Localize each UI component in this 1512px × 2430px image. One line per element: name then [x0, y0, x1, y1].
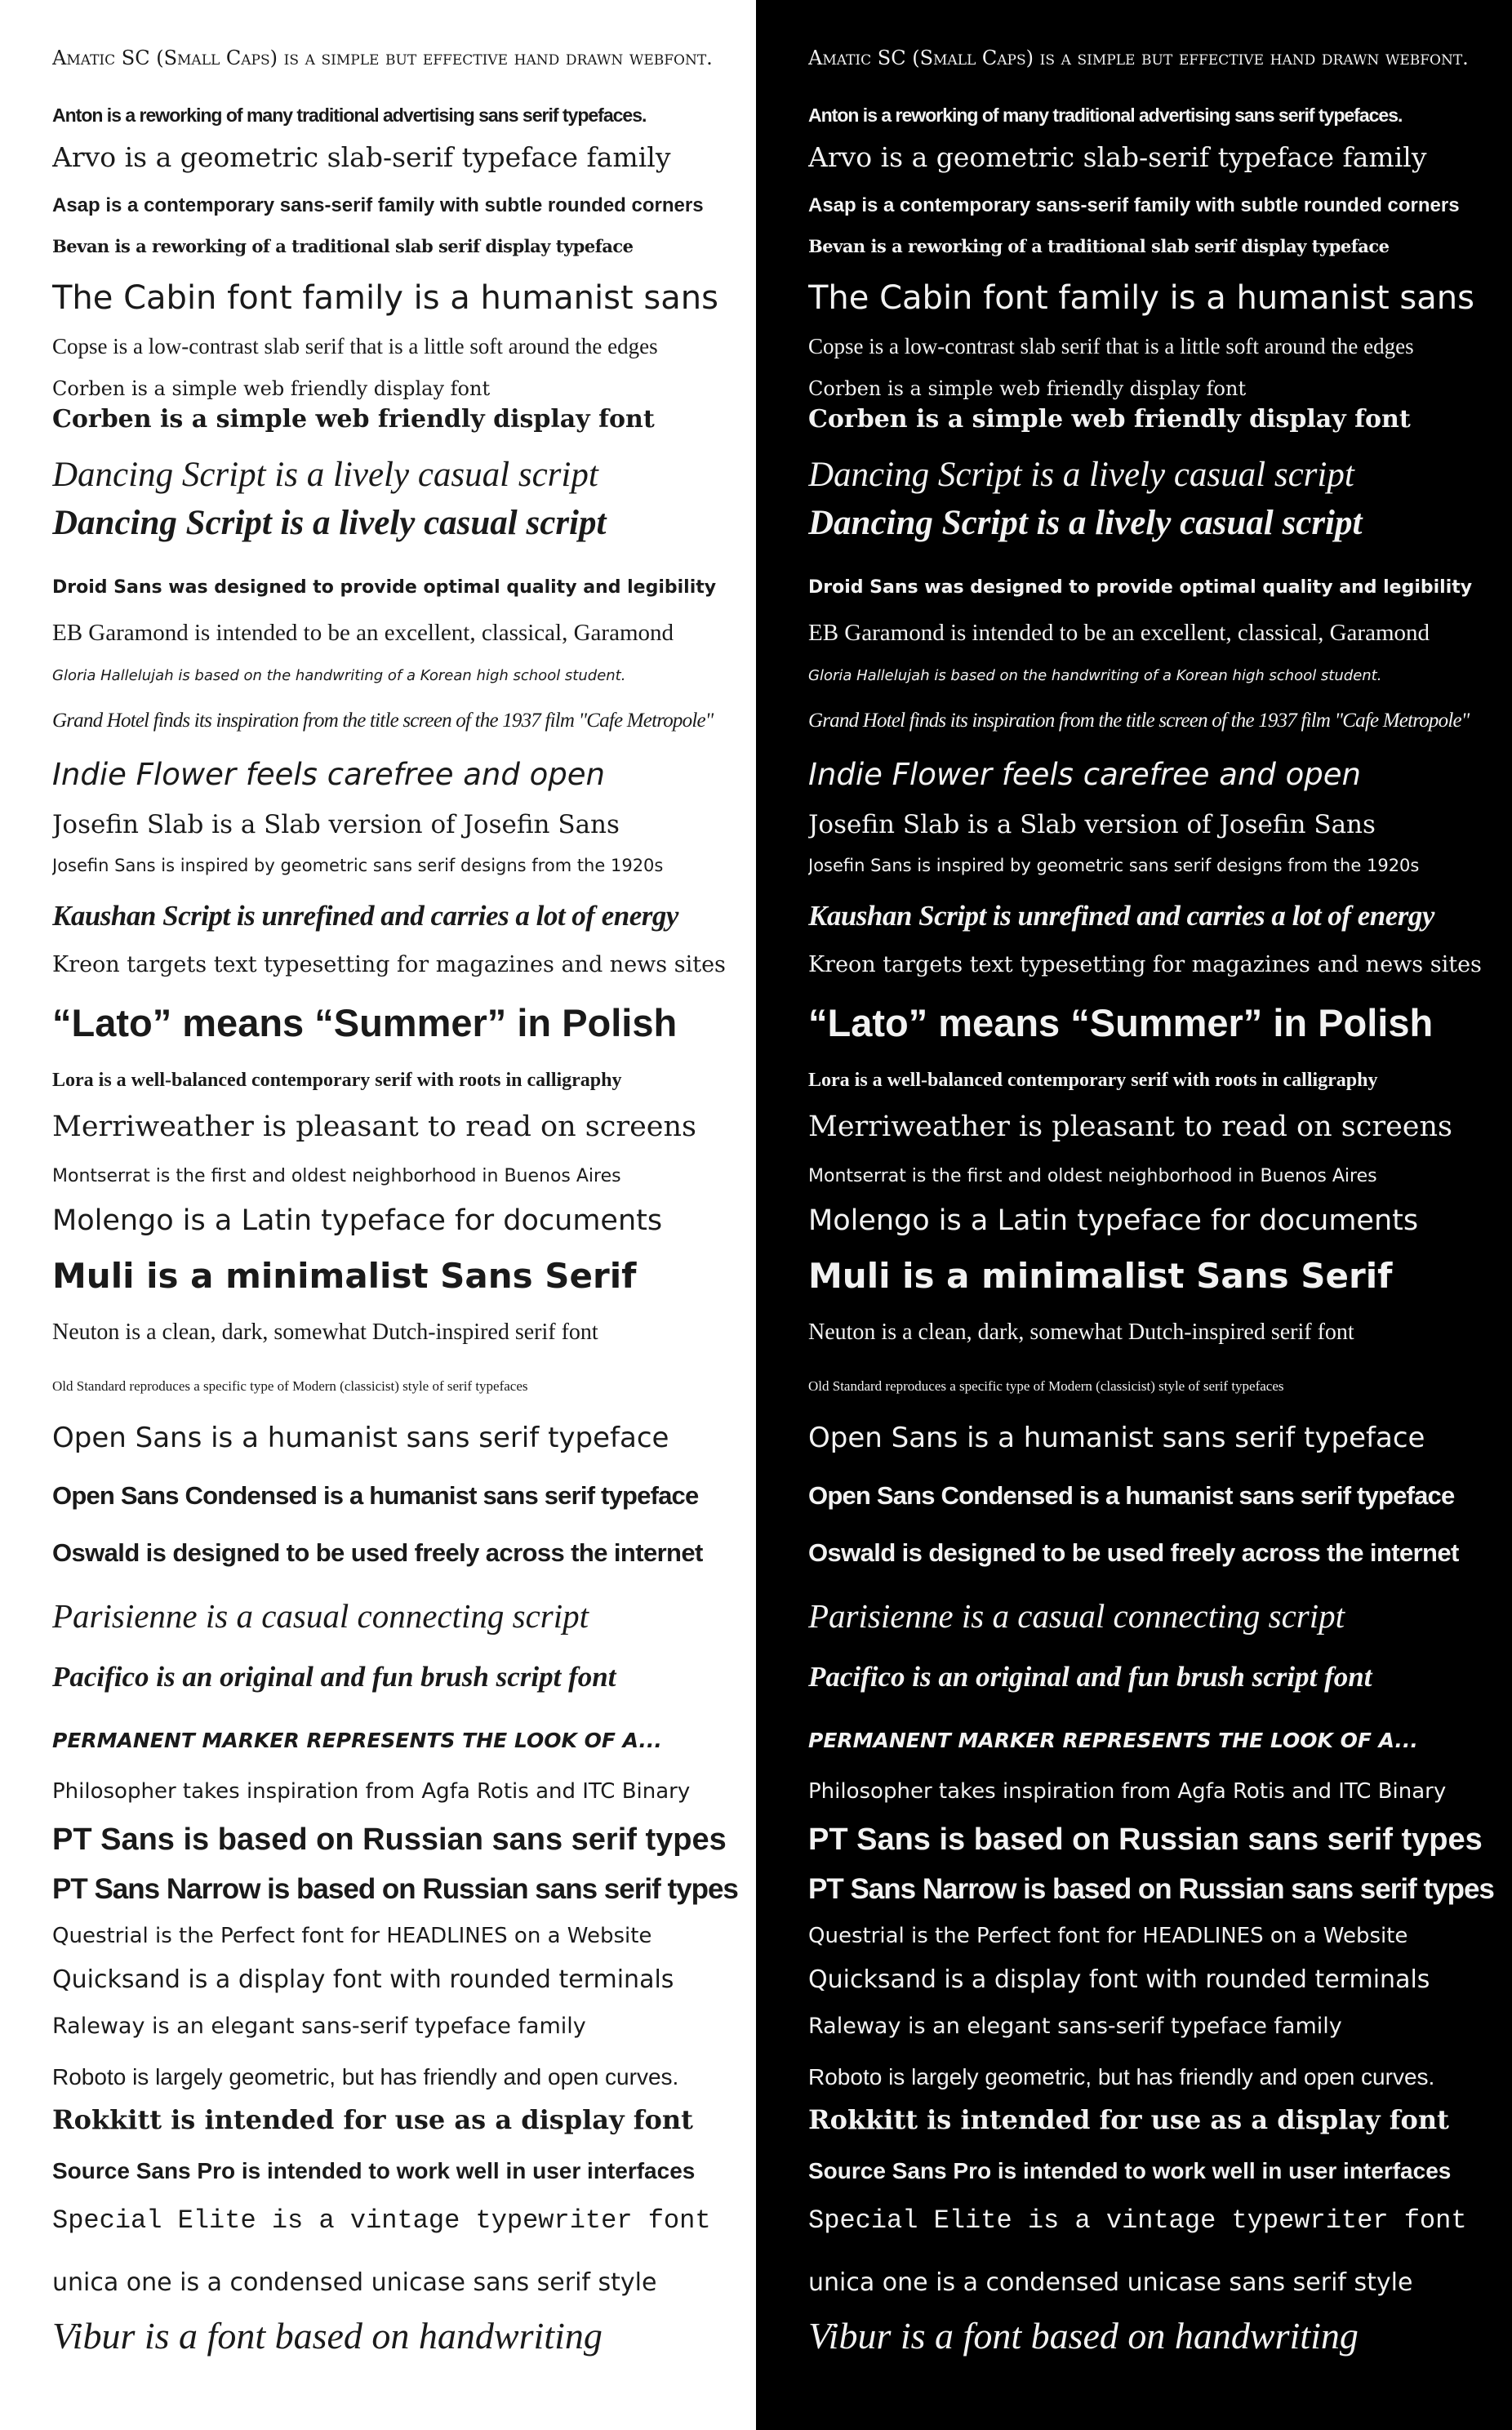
specimen-muli: Muli is a minimalist Sans Serif: [808, 1257, 1393, 1296]
specimen-molengo: Molengo is a Latin typeface for documents: [52, 1204, 663, 1237]
specimen-kaushan-script: Kaushan Script is unrefined and carries a lot of energy: [808, 900, 1434, 932]
specimen-special-elite: Special Elite is a vintage typewriter font: [52, 2206, 711, 2236]
specimen-pt-sans-narrow: PT Sans Narrow is based on Russian sans serif types: [808, 1873, 1494, 1905]
specimen-special-elite: Special Elite is a vintage typewriter font: [808, 2206, 1467, 2236]
specimen-bevan: Bevan is a reworking of a traditional slab serif display typeface: [808, 237, 1390, 256]
specimen-neuton: Neuton is a clean, dark, somewhat Dutch-inspired serif font: [52, 1320, 598, 1345]
specimen-open-sans: Open Sans is a humanist sans serif typeface: [52, 1422, 669, 1454]
specimen-gloria-hallelujah: Gloria Hallelujah is based on the handwriting of a Korean high school student.: [808, 668, 1382, 684]
specimen-open-sans: Open Sans is a humanist sans serif typeface: [808, 1422, 1425, 1454]
specimen-amatic-sc: Amatic SC (Small Caps) is a simple but effective hand drawn webfont.: [52, 47, 713, 69]
specimen-unica-one: unica one is a condensed unicase sans serif style: [808, 2269, 1413, 2297]
specimen-kreon: Kreon targets text typesetting for magazines and news sites: [808, 952, 1482, 977]
specimen-merriweather: Merriweather is pleasant to read on screens: [808, 1110, 1453, 1143]
specimen-corben-regular: Corben is a simple web friendly display font: [52, 378, 491, 400]
specimen-indie-flower: Indie Flower feels carefree and open: [52, 758, 605, 792]
specimen-oswald: Oswald is designed to be used freely across the internet: [52, 1538, 703, 1567]
specimen-philosopher: Philosopher takes inspiration from Agfa Rotis and ITC Binary: [52, 1780, 691, 1804]
specimen-josefin-sans: Josefin Sans is inspired by geometric sans serif designs from the 1920s: [52, 856, 664, 875]
specimen-lora: Lora is a well-balanced contemporary serif with roots in calligraphy: [808, 1070, 1378, 1091]
specimen-raleway: Raleway is an elegant sans-serif typeface family: [808, 2014, 1342, 2039]
specimen-roboto: Roboto is largely geometric, but has friendly and open curves.: [52, 2064, 679, 2090]
specimen-open-sans-condensed: Open Sans Condensed is a humanist sans serif typeface: [52, 1481, 699, 1510]
specimen-montserrat: Montserrat is the first and oldest neighborhood in Buenos Aires: [52, 1166, 621, 1186]
specimen-dancing-script-bold: Dancing Script is a lively casual script: [808, 504, 1363, 542]
specimen-cabin: The Cabin font family is a humanist sans: [808, 279, 1474, 317]
specimen-permanent-marker: PERMANENT MARKER REPRESENTS THE LOOK OF A...: [52, 1729, 662, 1752]
specimen-josefin-slab: Josefin Slab is a Slab version of Josefin Sans: [52, 811, 620, 839]
specimen-asap: Asap is a contemporary sans-serif family with subtle rounded corners: [808, 194, 1460, 216]
specimen-lora: Lora is a well-balanced contemporary serif with roots in calligraphy: [52, 1070, 622, 1091]
specimen-amatic-sc: Amatic SC (Small Caps) is a simple but effective hand drawn webfont.: [808, 47, 1469, 69]
specimen-quicksand: Quicksand is a display font with rounded terminals: [808, 1966, 1430, 1994]
specimen-lato: “Lato” means “Summer” in Polish: [52, 1001, 678, 1044]
specimen-quicksand: Quicksand is a display font with rounded terminals: [52, 1966, 674, 1994]
specimen-unica-one: unica one is a condensed unicase sans serif style: [52, 2269, 657, 2297]
specimen-pacifico: Pacifico is an original and fun brush script font: [52, 1661, 616, 1693]
specimen-vibur: Vibur is a font based on handwriting: [52, 2315, 603, 2357]
specimen-droid-sans: Droid Sans was designed to provide optimal quality and legibility: [52, 577, 717, 598]
specimen-oswald: Oswald is designed to be used freely across the internet: [808, 1538, 1459, 1567]
specimen-permanent-marker: PERMANENT MARKER REPRESENTS THE LOOK OF A...: [808, 1729, 1418, 1752]
specimen-muli: Muli is a minimalist Sans Serif: [52, 1257, 637, 1296]
specimen-lato: “Lato” means “Summer” in Polish: [808, 1001, 1434, 1044]
specimen-raleway: Raleway is an elegant sans-serif typeface family: [52, 2014, 586, 2039]
specimen-dancing-script-bold: Dancing Script is a lively casual script: [52, 504, 607, 542]
specimen-eb-garamond: EB Garamond is intended to be an excellent, classical, Garamond: [808, 620, 1430, 646]
specimen-molengo: Molengo is a Latin typeface for documents: [808, 1204, 1419, 1237]
specimen-anton: Anton is a reworking of many traditional advertising sans serif typefaces.: [52, 105, 647, 126]
specimen-questrial: Questrial is the Perfect font for HEADLINES on a Website: [808, 1925, 1408, 1948]
dark-panel: [756, 0, 1512, 2430]
specimen-pt-sans: PT Sans is based on Russian sans serif types: [52, 1822, 727, 1857]
specimen-vibur: Vibur is a font based on handwriting: [808, 2315, 1359, 2357]
specimen-neuton: Neuton is a clean, dark, somewhat Dutch-inspired serif font: [808, 1320, 1354, 1345]
specimen-asap: Asap is a contemporary sans-serif family with subtle rounded corners: [52, 194, 704, 216]
specimen-parisienne: Parisienne is a casual connecting script: [52, 1597, 589, 1635]
specimen-pacifico: Pacifico is an original and fun brush script font: [808, 1661, 1372, 1693]
specimen-old-standard: Old Standard reproduces a specific type of Modern (classicist) style of serif typefaces: [808, 1378, 1284, 1394]
specimen-josefin-slab: Josefin Slab is a Slab version of Josefin Sans: [808, 811, 1376, 839]
specimen-arvo: Arvo is a geometric slab-serif typeface family: [52, 142, 671, 173]
specimen-dancing-script-regular: Dancing Script is a lively casual script: [808, 456, 1354, 494]
specimen-kaushan-script: Kaushan Script is unrefined and carries a lot of energy: [52, 900, 678, 932]
specimen-cabin: The Cabin font family is a humanist sans: [52, 279, 718, 317]
specimen-source-sans-pro: Source Sans Pro is intended to work well in user interfaces: [808, 2158, 1452, 2183]
specimen-corben-bold: Corben is a simple web friendly display font: [808, 406, 1411, 434]
specimen-copse: Copse is a low-contrast slab serif that is a little soft around the edges: [808, 334, 1414, 358]
specimen-grand-hotel: Grand Hotel finds its inspiration from the title screen of the 1937 film "Cafe Metropole": [52, 710, 714, 732]
specimen-open-sans-condensed: Open Sans Condensed is a humanist sans serif typeface: [808, 1481, 1455, 1510]
specimen-copse: Copse is a low-contrast slab serif that is a little soft around the edges: [52, 334, 658, 358]
specimen-corben-regular: Corben is a simple web friendly display font: [808, 378, 1247, 400]
specimen-merriweather: Merriweather is pleasant to read on screens: [52, 1110, 697, 1143]
specimen-bevan: Bevan is a reworking of a traditional slab serif display typeface: [52, 237, 634, 256]
specimen-questrial: Questrial is the Perfect font for HEADLINES on a Website: [52, 1925, 652, 1948]
specimen-josefin-sans: Josefin Sans is inspired by geometric sans serif designs from the 1920s: [808, 856, 1420, 875]
specimen-pt-sans-narrow: PT Sans Narrow is based on Russian sans serif types: [52, 1873, 738, 1905]
specimen-philosopher: Philosopher takes inspiration from Agfa Rotis and ITC Binary: [808, 1780, 1447, 1804]
specimen-source-sans-pro: Source Sans Pro is intended to work well in user interfaces: [52, 2158, 696, 2183]
specimen-droid-sans: Droid Sans was designed to provide optimal quality and legibility: [808, 577, 1473, 598]
specimen-rokkitt: Rokkitt is intended for use as a display font: [808, 2105, 1449, 2135]
specimen-roboto: Roboto is largely geometric, but has friendly and open curves.: [808, 2064, 1435, 2090]
specimen-montserrat: Montserrat is the first and oldest neighborhood in Buenos Aires: [808, 1166, 1377, 1186]
specimen-dancing-script-regular: Dancing Script is a lively casual script: [52, 456, 598, 494]
specimen-gloria-hallelujah: Gloria Hallelujah is based on the handwriting of a Korean high school student.: [52, 668, 626, 684]
specimen-rokkitt: Rokkitt is intended for use as a display font: [52, 2105, 693, 2135]
specimen-corben-bold: Corben is a simple web friendly display font: [52, 406, 655, 434]
specimen-arvo: Arvo is a geometric slab-serif typeface family: [808, 142, 1427, 173]
specimen-eb-garamond: EB Garamond is intended to be an excellent, classical, Garamond: [52, 620, 674, 646]
specimen-old-standard: Old Standard reproduces a specific type of Modern (classicist) style of serif typefaces: [52, 1378, 528, 1394]
specimen-pt-sans: PT Sans is based on Russian sans serif types: [808, 1822, 1483, 1857]
specimen-parisienne: Parisienne is a casual connecting script: [808, 1597, 1345, 1635]
specimen-grand-hotel: Grand Hotel finds its inspiration from the title screen of the 1937 film "Cafe Metropole": [808, 710, 1470, 732]
specimen-indie-flower: Indie Flower feels carefree and open: [808, 758, 1361, 792]
specimen-kreon: Kreon targets text typesetting for magazines and news sites: [52, 952, 726, 977]
specimen-anton: Anton is a reworking of many traditional advertising sans serif typefaces.: [808, 105, 1403, 126]
